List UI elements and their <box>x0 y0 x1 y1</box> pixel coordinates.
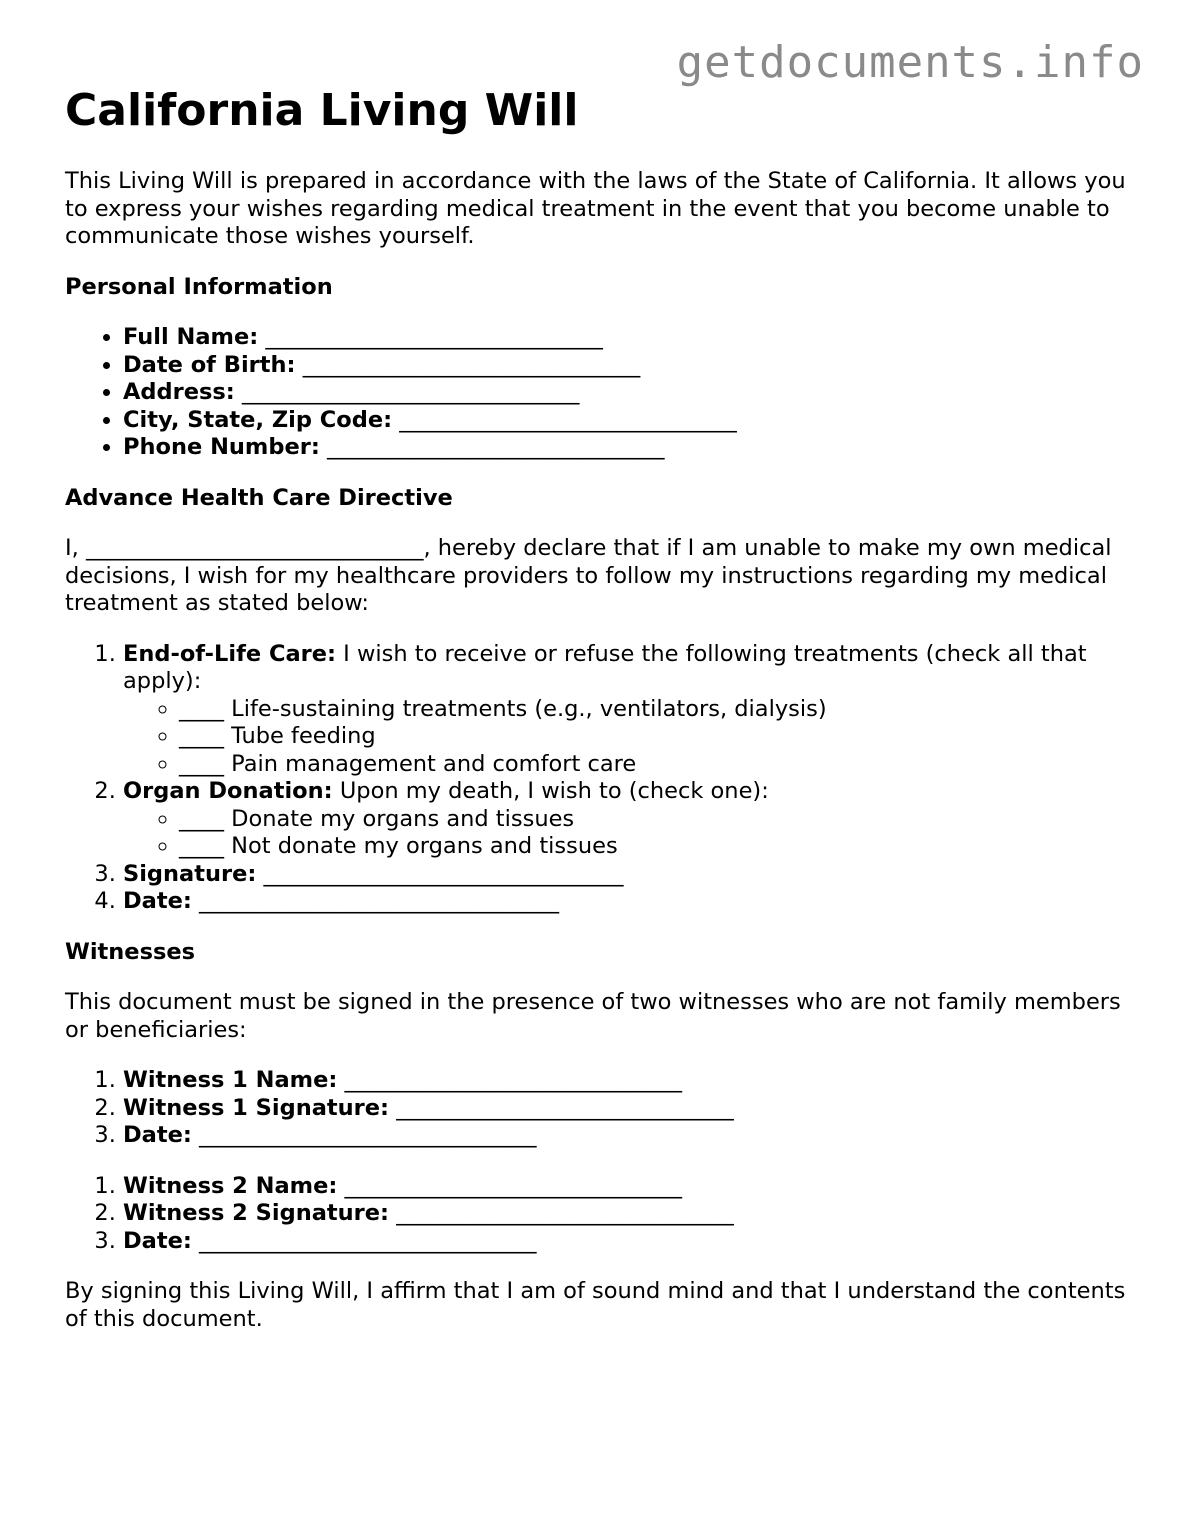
declaration-text: , hereby declare that if I am unable to make my own medical decisions, I wish for my healthcare providers to follow my instructions regarding my medical treatment as stated below: <box>65 535 1112 616</box>
signature-label: Signature: <box>123 860 257 887</box>
field-label: Witness 2 Signature: <box>123 1200 390 1226</box>
end-of-life-text: I wish to receive or refuse the following treatments (check all that apply): <box>123 640 1087 694</box>
witness-2-date-blank[interactable]: ______________________________ <box>199 1227 537 1254</box>
personal-info-list <box>65 324 1135 462</box>
witness-2-list <box>65 1173 1135 1256</box>
field-label: Full Name: <box>123 324 259 350</box>
full-name-field <box>123 324 1135 352</box>
witness-2-date-field <box>123 1228 1135 1256</box>
watermark: getdocuments.info <box>676 37 1144 88</box>
option-life-sustaining[interactable]: ◦ ____ Life-sustaining treatments (e.g., ventilators, dialysis) <box>179 696 1135 724</box>
witness-1-name-field <box>123 1067 1135 1095</box>
date-of-birth-blank[interactable]: ______________________________ <box>302 351 641 378</box>
date-of-birth-field <box>123 352 1135 380</box>
option-not-donate[interactable]: ◦ ____ Not donate my organs and tissues <box>179 833 1135 861</box>
field-label: Address: <box>123 379 235 405</box>
organ-donation-text: Upon my death, I wish to (check one): <box>339 778 769 804</box>
option-pain-management[interactable]: ◦ ____ Pain management and comfort care <box>179 751 1135 779</box>
field-label: Date of Birth: <box>123 351 296 378</box>
directive-heading: Advance Health Care Directive <box>65 484 453 511</box>
witnesses-intro: This document must be signed in the presence of two witnesses who are not family members or beneficiaries: <box>65 989 1121 1043</box>
witness-2-name-field <box>123 1173 1135 1201</box>
field-label: Date: <box>123 1122 192 1148</box>
witness-2-signature-field <box>123 1200 1135 1228</box>
option-donate[interactable]: ◦ ____ Donate my organs and tissues <box>179 806 1135 834</box>
city-state-zip-blank[interactable]: ______________________________ <box>399 406 737 433</box>
witness-1-name-blank[interactable]: ______________________________ <box>344 1067 683 1093</box>
date-blank[interactable]: ________________________________ <box>199 888 560 914</box>
field-label: Phone Number: <box>123 434 320 460</box>
declaration-paragraph <box>65 535 1135 618</box>
end-of-life-label: End-of-Life Care: <box>123 640 337 667</box>
document-page <box>65 82 1135 1333</box>
signature-item <box>123 861 1135 889</box>
field-label: Witness 1 Signature: <box>123 1094 390 1121</box>
intro-paragraph: This Living Will is prepared in accordance with the laws of the State of California. It allows you to express your wishes regarding medical treatment in the event that you become unable to communicate those wishes yourself. <box>65 168 1126 249</box>
signature-blank[interactable]: ________________________________ <box>263 860 624 887</box>
witness-2-signature-blank[interactable]: ______________________________ <box>396 1200 734 1226</box>
witness-2-name-blank[interactable]: ______________________________ <box>344 1172 683 1199</box>
date-label: Date: <box>123 888 192 914</box>
address-blank[interactable]: ______________________________ <box>241 379 580 405</box>
witness-1-date-blank[interactable]: ______________________________ <box>199 1122 537 1148</box>
field-label: Witness 1 Name: <box>123 1067 338 1093</box>
witness-1-signature-blank[interactable]: ______________________________ <box>396 1094 734 1121</box>
organ-donation-item <box>123 778 1135 861</box>
closing-paragraph: By signing this Living Will, I affirm that I am of sound mind and that I understand the contents of this document. <box>65 1278 1126 1332</box>
witness-1-signature-field <box>123 1095 1135 1123</box>
field-label: Date: <box>123 1227 192 1254</box>
organ-donation-options <box>123 806 1135 861</box>
address-field <box>123 379 1135 407</box>
option-tube-feeding[interactable]: ◦ ____ Tube feeding <box>179 723 1135 751</box>
end-of-life-item <box>123 641 1135 779</box>
city-state-zip-field <box>123 407 1135 435</box>
witness-1-date-field <box>123 1122 1135 1150</box>
full-name-blank[interactable]: ______________________________ <box>265 324 603 350</box>
field-label: Witness 2 Name: <box>123 1172 338 1199</box>
witness-1-list <box>65 1067 1135 1150</box>
witnesses-heading: Witnesses <box>65 938 196 965</box>
phone-number-blank[interactable]: ______________________________ <box>327 434 665 460</box>
phone-number-field <box>123 434 1135 462</box>
field-label: City, State, Zip Code: <box>123 406 393 433</box>
declarant-name-blank[interactable]: ______________________________ <box>85 535 424 561</box>
personal-info-heading: Personal Information <box>65 273 333 300</box>
declaration-prefix: I, <box>65 535 79 561</box>
date-item <box>123 888 1135 916</box>
page-title: California Living Will <box>65 85 579 136</box>
end-of-life-options <box>123 696 1135 779</box>
directive-list <box>65 641 1135 916</box>
organ-donation-label: Organ Donation: <box>123 778 333 804</box>
